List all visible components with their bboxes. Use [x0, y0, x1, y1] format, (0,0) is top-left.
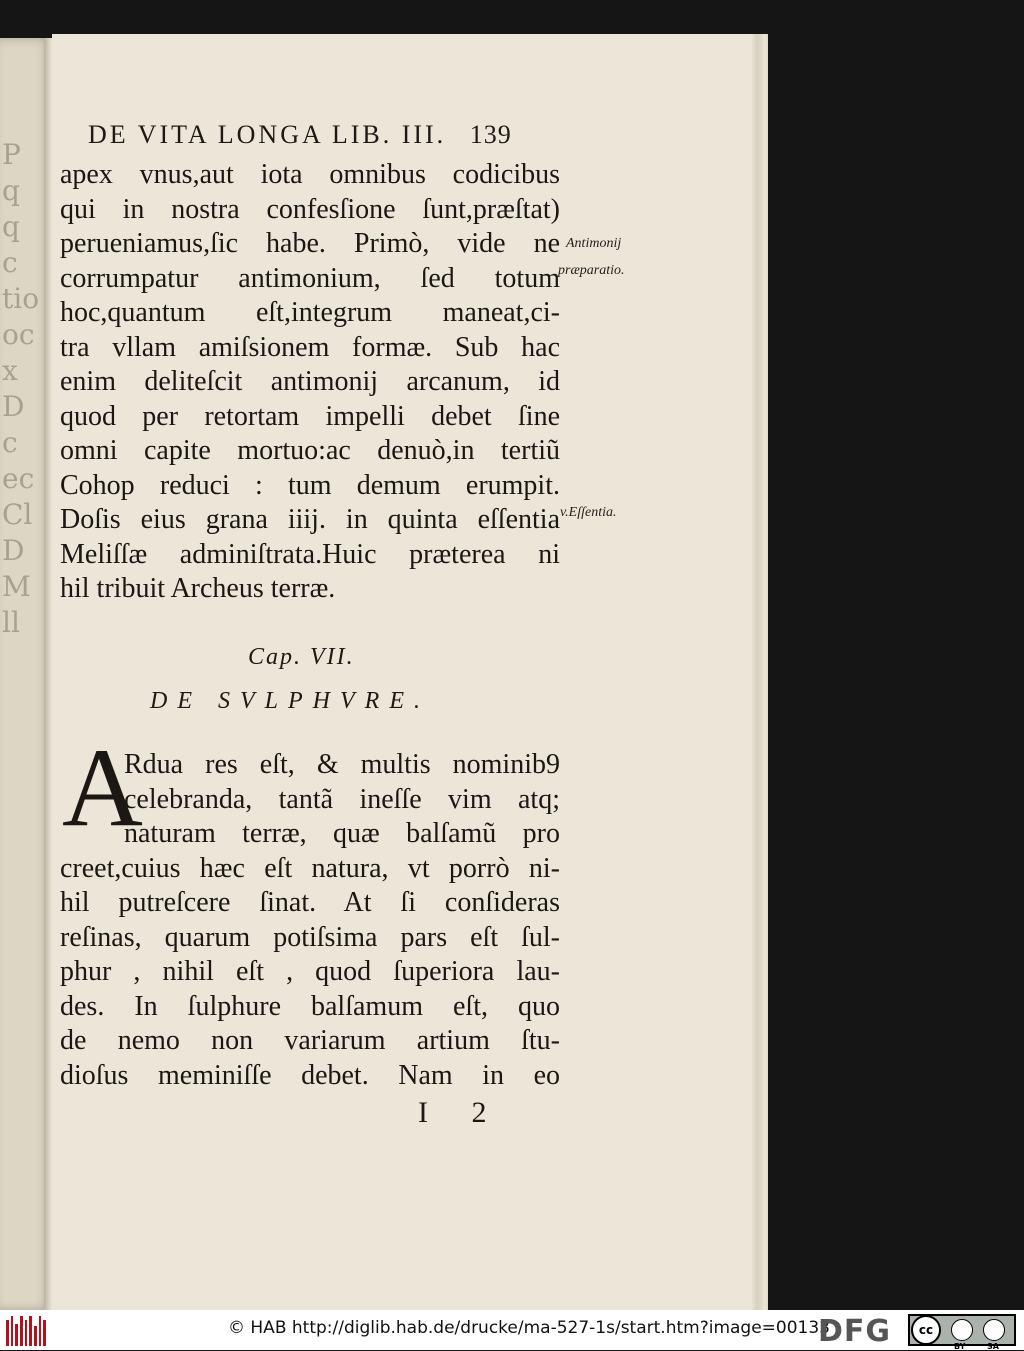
ghost-line: Cl: [2, 498, 33, 531]
page-number: 139: [469, 120, 512, 149]
ghost-line: oc: [2, 318, 35, 351]
ghost-line: q: [2, 174, 20, 207]
drop-cap: A: [62, 726, 143, 850]
by-label: BY: [954, 1342, 966, 1351]
dfg-logo: DFG: [818, 1314, 892, 1349]
margin-note-antimonij: Antimonij: [566, 236, 622, 251]
chapter-title: DE SVLPHVRE.: [150, 688, 430, 714]
text-line: omni capite mortuo:ac denuò,in tertiũ: [60, 435, 560, 466]
cc-by-sa-icon[interactable]: [908, 1314, 1016, 1351]
text-line: Rdua res eſt, & multis nominib9: [124, 749, 560, 780]
text-line: celebranda, tantã ineſſe vim atq;: [124, 783, 560, 815]
sa-label: SA: [987, 1342, 999, 1351]
text-line: apex vnus,aut iota omnibus codicibus: [60, 159, 560, 190]
text-line: perueniamus,ſic habe. Primò, vide ne: [60, 228, 560, 259]
text-line: phur , nihil eſt , quod ſuperiora lau-: [60, 956, 560, 987]
ghost-line: ll: [2, 606, 20, 639]
ghost-line: tio: [2, 282, 40, 315]
text-line: Doſis eius grana iiij. in quinta eſſentia: [60, 504, 560, 535]
ghost-line: x: [2, 354, 18, 387]
text-line: qui in nostra confesſione ſunt,præſtat): [60, 193, 560, 225]
body-text: [60, 158, 560, 607]
margin-note-essentia: v.Eſſentia.: [560, 505, 617, 520]
text-line: Meliſſæ adminiſtrata.Huic præterea ni: [60, 538, 560, 570]
text-line: hoc,quantum eſt,integrum maneat,ci-: [60, 297, 560, 328]
footer-copyright-link[interactable]: © HAB http://diglib.hab.de/drucke/ma-527-1s/start.htm?image=00133: [228, 1318, 830, 1338]
ghost-line: c: [2, 426, 18, 459]
text-line: corrumpatur antimonium, ſed totum: [60, 262, 560, 294]
ghost-line: P: [2, 138, 21, 171]
text-line: des. In ſulphure balſamum eſt, quo: [60, 990, 560, 1022]
page-edge: [752, 34, 766, 1310]
text-line: de nemo non variarum artium ſtu-: [60, 1025, 560, 1056]
ghost-line: c: [2, 246, 18, 279]
ghost-line: D: [2, 534, 25, 567]
ghost-line: q: [2, 210, 20, 243]
cc-icon: cc: [911, 1315, 941, 1345]
text-line: Cohop reduci : tum demum erumpit.: [60, 469, 560, 501]
running-head-title: DE VITA LONGA LIB. III.: [88, 120, 447, 149]
text-line: creet,cuius hæc eſt natura, vt porrò ni-: [60, 852, 560, 884]
text-line: reſinas, quarum potiſsima pars eſt ſul-: [60, 921, 560, 953]
text-line: naturam terræ, quæ balſamũ pro: [124, 818, 560, 849]
margin-note-praeparatio: præparatio.: [558, 263, 625, 278]
text-line: enim deliteſcit antimonij arcanum, id: [60, 366, 560, 397]
text-line: dioſus meminiſſe debet. Nam in eo: [60, 1059, 560, 1091]
by-icon: [951, 1319, 973, 1351]
running-head: [88, 120, 608, 150]
chapter-text: [60, 748, 560, 1093]
signature-mark: I 2: [418, 1096, 505, 1129]
text-line: tra vllam amiſsionem formæ. Sub hac: [60, 331, 560, 363]
text-line: hil tribuit Archeus terræ.: [60, 573, 336, 604]
text-line: quod per retortam impelli debet ſine: [60, 400, 560, 432]
sa-icon: [983, 1319, 1005, 1351]
hab-logo-icon: [6, 1314, 46, 1346]
text-line: hil putreſcere ſinat. At ſi conſideras: [60, 887, 560, 918]
chapter-label: Cap. VII.: [248, 644, 355, 670]
ghost-line: D: [2, 390, 25, 423]
ghost-line: M: [2, 570, 31, 603]
ghost-line: ec: [2, 462, 35, 495]
